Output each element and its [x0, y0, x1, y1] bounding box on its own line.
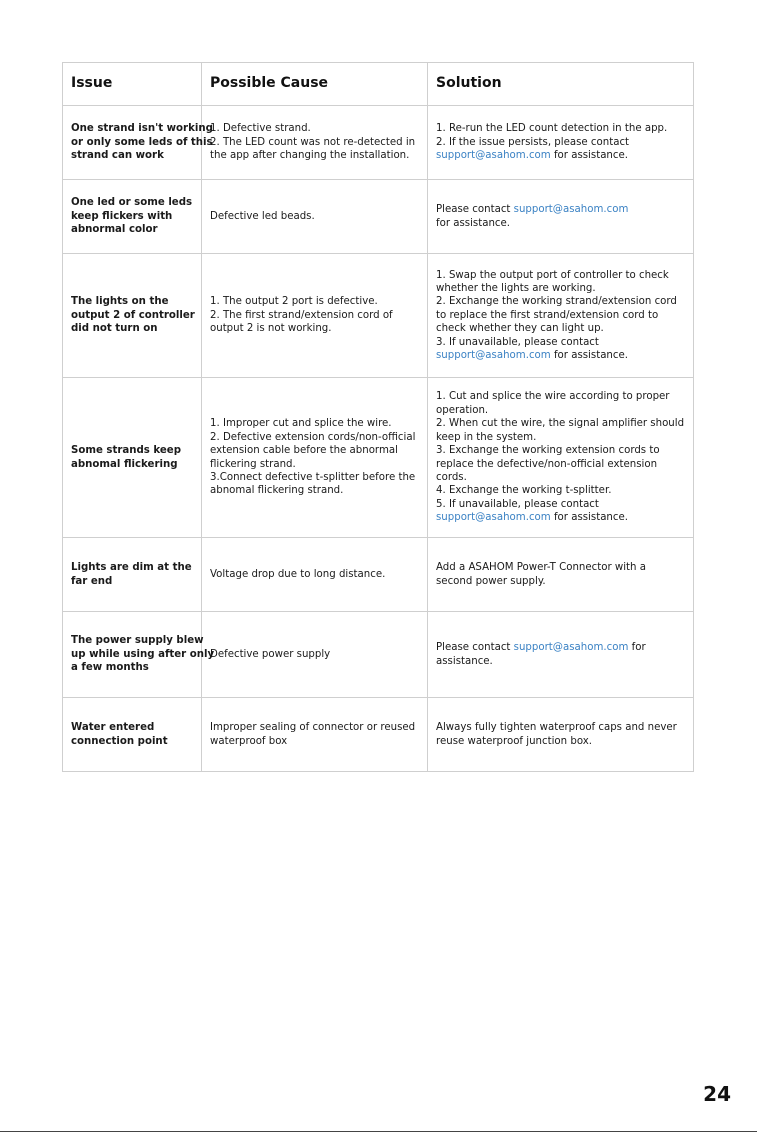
- solution-line: check whether they can light up.: [436, 323, 604, 335]
- header-issue: Issue: [63, 63, 202, 106]
- solution-line: 5. If unavailable, please contact: [436, 498, 599, 510]
- issue-line: abnomal flickering: [71, 458, 178, 470]
- solution-text: Please contact: [436, 204, 514, 216]
- solution-line: for assistance.: [436, 217, 511, 229]
- solution-line: 3. Exchange the working extension cords to: [436, 445, 660, 457]
- solution-line: assistance.: [436, 655, 493, 667]
- cause-line: extension cable before the abnormal: [210, 445, 398, 457]
- solution-line: operation.: [436, 404, 489, 416]
- support-email-link[interactable]: support@asahom.com: [513, 642, 629, 654]
- cause-line: Voltage drop due to long distance.: [210, 568, 386, 580]
- solution-text: for assistance.: [550, 150, 629, 162]
- issue-line: a few months: [71, 662, 149, 674]
- solution-line: 2. If the issue persists, please contact: [436, 136, 630, 148]
- solution-cell: [428, 254, 694, 378]
- solution-cell: [428, 698, 694, 772]
- issue-line: far end: [71, 575, 113, 587]
- issue-line: up while using after only: [71, 648, 215, 660]
- issue-line: keep flickers with: [71, 210, 173, 222]
- troubleshooting-table: [62, 62, 694, 772]
- solution-line: [436, 149, 685, 162]
- issue-cell: [63, 106, 213, 180]
- support-email-link[interactable]: support@asahom.com: [436, 150, 551, 162]
- cause-cell: [202, 254, 428, 378]
- support-email-link[interactable]: support@asahom.com: [513, 204, 629, 216]
- solution-line: 2. Exchange the working strand/extension cord: [436, 296, 677, 308]
- solution-line: 3. If unavailable, please contact: [436, 336, 599, 348]
- table-row: [63, 612, 694, 698]
- solution-line: 1. Swap the output port of controller to check: [436, 269, 669, 281]
- issue-line: Some strands keep: [71, 445, 182, 457]
- cause-line: output 2 is not working.: [210, 323, 332, 335]
- cause-cell: [202, 180, 428, 254]
- solution-line: 1. Re-run the LED count detection in the app.: [436, 123, 668, 135]
- cause-line: Defective power supply: [210, 648, 331, 660]
- solution-line: whether the lights are working.: [436, 282, 596, 294]
- solution-cell: [428, 612, 694, 698]
- issue-cell: [63, 254, 202, 378]
- issue-cell: [63, 180, 202, 254]
- header-possible-cause: Possible Cause: [202, 63, 428, 106]
- solution-line: 4. Exchange the working t-splitter.: [436, 485, 612, 497]
- cause-cell: [202, 698, 428, 772]
- table-row: [63, 538, 694, 612]
- table-row: [63, 698, 694, 772]
- header-solution: Solution: [428, 63, 694, 106]
- table-row: [63, 254, 694, 378]
- issue-line: The power supply blew: [71, 635, 204, 647]
- solution-cell: [428, 180, 694, 254]
- solution-line: Always fully tighten waterproof caps and never: [436, 722, 677, 734]
- cause-line: waterproof box: [210, 735, 288, 747]
- table-row: [63, 180, 694, 254]
- issue-line: Water entered: [71, 722, 155, 734]
- solution-line: replace the defective/non-official extension: [436, 458, 658, 470]
- issue-cell: [63, 612, 215, 698]
- table-row: [63, 106, 694, 180]
- solution-line: Add a ASAHOM Power-T Connector with a: [436, 562, 646, 574]
- solution-text: for assistance.: [550, 512, 629, 524]
- cause-line: flickering strand.: [210, 458, 296, 470]
- solution-line: keep in the system.: [436, 431, 537, 443]
- solution-cell: [428, 106, 694, 180]
- table-row: [63, 378, 694, 538]
- page-number: 24: [703, 1082, 731, 1106]
- issue-line: Lights are dim at the: [71, 562, 192, 574]
- solution-line: [436, 349, 685, 362]
- solution-text: Please contact: [436, 642, 514, 654]
- solution-line: [436, 511, 685, 524]
- cause-line: 1. The output 2 port is defective.: [210, 296, 378, 308]
- issue-line: connection point: [71, 735, 168, 747]
- issue-line: One strand isn't working: [71, 123, 213, 135]
- issue-line: The lights on the: [71, 296, 169, 308]
- cause-cell: [202, 538, 428, 612]
- cause-line: 2. The LED count was not re-detected in: [210, 136, 416, 148]
- issue-line: did not turn on: [71, 323, 158, 335]
- solution-line: 1. Cut and splice the wire according to proper: [436, 391, 670, 403]
- solution-cell: [428, 538, 694, 612]
- issue-line: strand can work: [71, 150, 164, 162]
- issue-line: abnormal color: [71, 224, 158, 236]
- cause-cell: [202, 612, 428, 698]
- solution-text: for assistance.: [550, 350, 629, 362]
- issue-cell: [63, 378, 202, 538]
- solution-cell: [428, 378, 694, 538]
- cause-cell: [202, 106, 428, 180]
- issue-cell: [63, 698, 202, 772]
- support-email-link[interactable]: support@asahom.com: [436, 512, 551, 524]
- solution-line: 2. When cut the wire, the signal amplifier should: [436, 418, 685, 430]
- cause-line: 2. The first strand/extension cord of: [210, 309, 393, 321]
- solution-line: second power supply.: [436, 575, 546, 587]
- cause-cell: [202, 378, 428, 538]
- support-email-link[interactable]: support@asahom.com: [436, 350, 551, 362]
- cause-line: 3.Connect defective t-splitter before the: [210, 471, 416, 483]
- issue-line: One led or some leds: [71, 197, 193, 209]
- header-row: [63, 63, 694, 106]
- solution-line: to replace the first strand/extension cord to: [436, 309, 659, 321]
- cause-line: the app after changing the installation.: [210, 150, 410, 162]
- cause-line: 2. Defective extension cords/non-official: [210, 431, 416, 443]
- solution-line: reuse waterproof junction box.: [436, 735, 593, 747]
- cause-line: abnomal flickering strand.: [210, 485, 344, 497]
- cause-line: 1. Defective strand.: [210, 123, 311, 135]
- solution-text: for: [628, 642, 646, 654]
- cause-line: Defective led beads.: [210, 210, 315, 222]
- bottom-rule: [0, 1131, 757, 1132]
- solution-line: cords.: [436, 471, 467, 483]
- solution-line: [436, 203, 685, 216]
- issue-line: or only some leds of this: [71, 136, 213, 148]
- solution-line: [436, 641, 685, 654]
- issue-cell: [63, 538, 202, 612]
- cause-line: 1. Improper cut and splice the wire.: [210, 418, 392, 430]
- cause-line: Improper sealing of connector or reused: [210, 722, 416, 734]
- issue-line: output 2 of controller: [71, 309, 195, 321]
